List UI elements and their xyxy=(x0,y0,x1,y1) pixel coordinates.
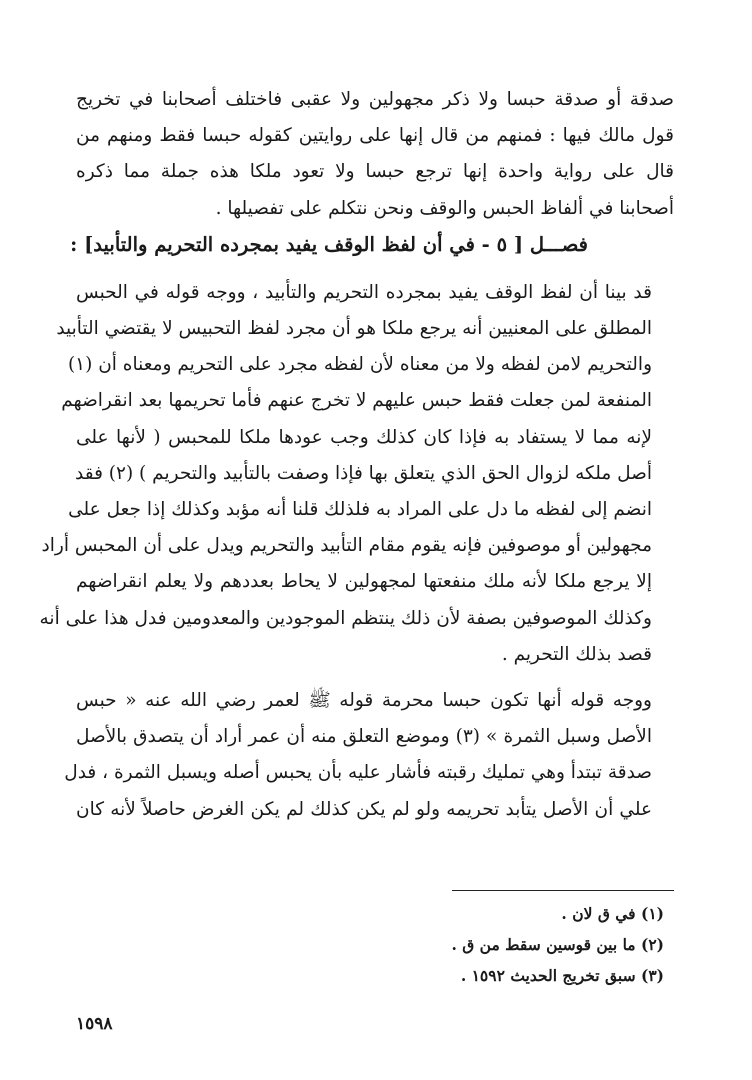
text-line: قال على رواية واحدة إنها ترجع حبسا ولا تعود ملكا هذه جملة مما ذكره xyxy=(76,161,674,183)
text-line: صدقة تبتدأ وهي تمليك رقبته فأشار عليه بأن يحبس أصله ويسبل الثمرة ، فدل xyxy=(64,762,652,784)
text-line: الأصل وسبل الثمرة » (٣) وموضع التعلق منه أن عمر أراد أن يتصدق بالأصل xyxy=(76,726,652,748)
text-line: وكذلك الموصوفين بصفة لأن ذلك ينتظم الموجودين والمعدومين فدل هذا على أنه xyxy=(39,607,652,629)
text-line: المنفعة لمن جعلت فقط حبس عليهم لا تخرج عنهم فأما تحريمها بعد انقراضهم xyxy=(61,390,652,412)
text-line: قول مالك فيها : فمنهم من قال إنها على روايتين كقوله حبسا فقط ومنهم من xyxy=(76,125,674,147)
text-line: انضم إلى لفظه ما دل على المراد به فلذلك قلنا أنه مؤبد وكذلك إذا جعل على xyxy=(68,499,652,521)
footnote-divider xyxy=(452,890,674,891)
paragraph-2 xyxy=(39,275,674,673)
text-line: إلا يرجع ملكا لأنه ملك منفعتها لمجهولين لا يحاط بعددهم ولا يعلم انقراضهم xyxy=(76,571,652,593)
text-line: لإنه مما لا يستفاد به فإذا كان كذلك وجب عودها ملكا للمحبس ( لأنها على xyxy=(76,426,652,448)
text-line: أصحابنا في ألفاظ الحبس والوقف ونحن نتكلم على تفصيلها . xyxy=(215,197,674,219)
text-line: والتحريم لامن لفظه ولا من معناه لأن لفظه مجرد على التحريم ومعناه أن (١) xyxy=(67,354,652,376)
text-line: المطلق على المعنيين أنه يرجع ملكا هو أن مجرد لفظ التحبيس لا يقتضي التأبيد xyxy=(56,318,652,340)
paragraph-3 xyxy=(64,683,674,828)
text-line: قصد بذلك التحريم . xyxy=(501,643,652,665)
text-line: أصل ملكه لزوال الحق الذي يتعلق بها فإذا وصفت بالتأبيد والتحريم ) (٢) فقد xyxy=(75,462,652,484)
page-number: ١٥٩٨ xyxy=(76,1014,113,1034)
section-heading: فصـــل [ ٥ - في أن لفظ الوقف يفيد بمجرده التحريم والتأبيد] : xyxy=(70,232,588,256)
text-line: ووجه قوله أنها تكون حبسا محرمة قوله ﷺ لعمر رضي الله عنه « حبس xyxy=(76,690,652,712)
text-line: مجهولين أو موصوفين فإنه يقوم مقام التأبيد والتحريم ويدل على أن المحبس أراد xyxy=(41,535,652,557)
text-line: علي أن الأصل يتأبد تحريمه ولو لم يكن كذلك لم يكن الغرض حاصلاً لأنه كان xyxy=(76,798,652,820)
page-body xyxy=(39,82,674,828)
footnote-2: (٢) ما بين قوسين سقط من ق . xyxy=(451,935,664,954)
footnotes xyxy=(451,898,664,991)
text-line: قد بينا أن لفظ الوقف يفيد بمجرده التحريم والتأبيد ، ووجه قوله في الحبس xyxy=(76,281,652,303)
footnote-1: (١) في ق لان . xyxy=(561,904,664,923)
paragraph-1 xyxy=(76,82,674,227)
text-line: صدقة أو صدقة حبسا ولا ذكر مجهولين ولا عقبى فاختلف أصحابنا في تخريج xyxy=(76,89,674,110)
footnote-3: (٣) سبق تخريج الحديث ١٥٩٢ . xyxy=(460,966,664,985)
